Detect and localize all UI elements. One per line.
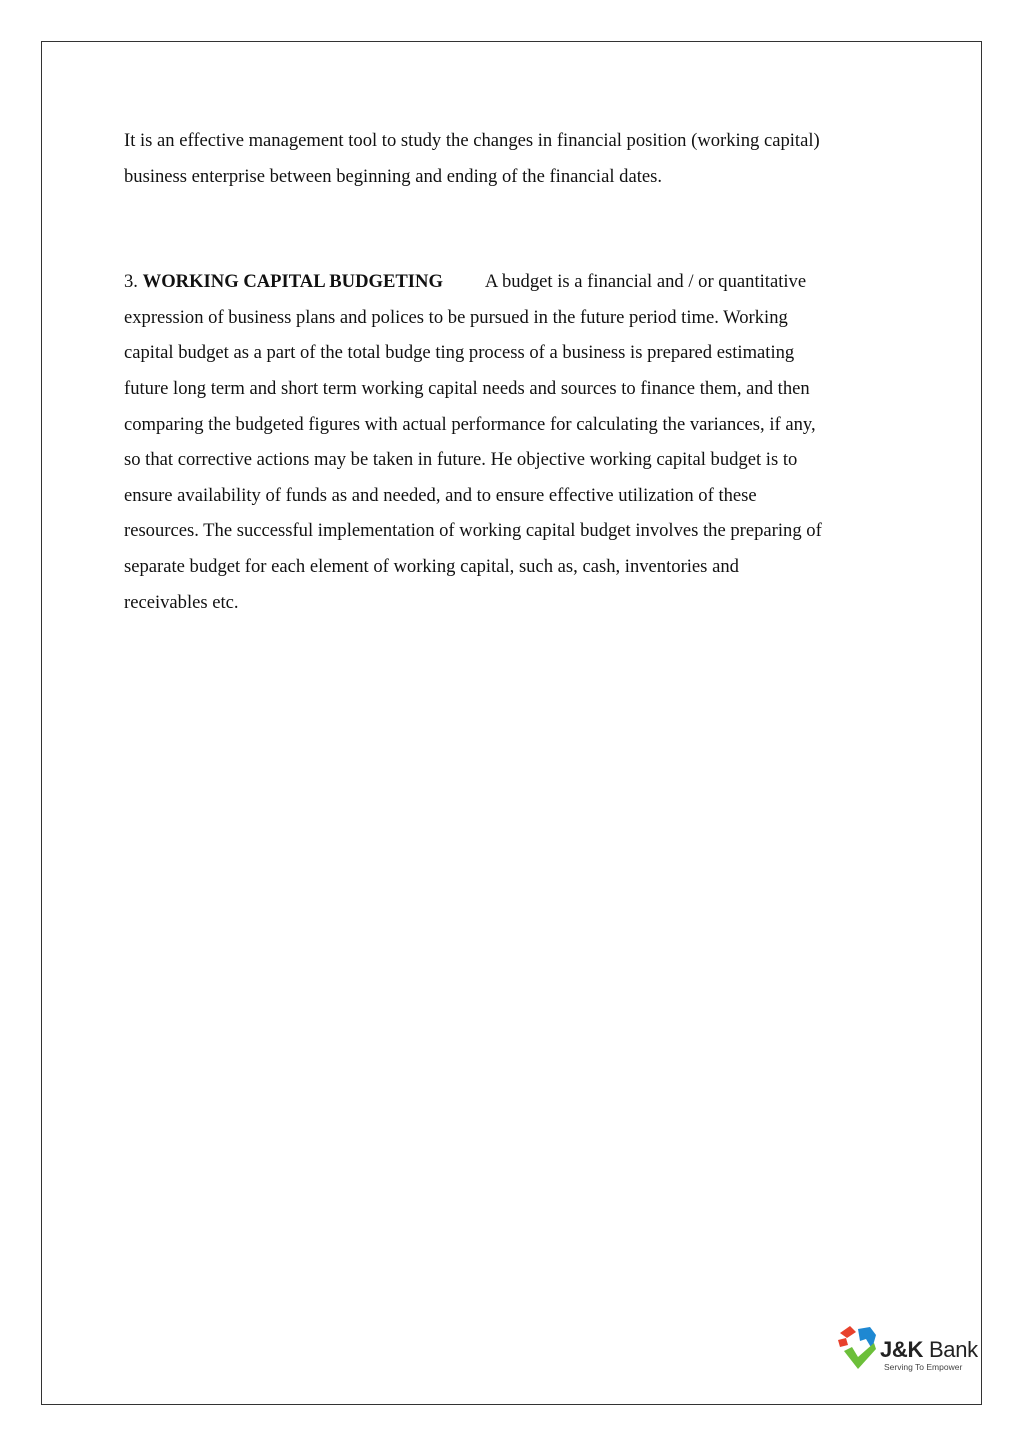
section-title: WORKING CAPITAL BUDGETING bbox=[142, 271, 443, 293]
logo-tagline: Serving To Empower bbox=[884, 1362, 963, 1372]
section-line-8: resources. The successful implementation of working capital budget involves the preparing of bbox=[124, 520, 822, 542]
paragraph-spacer bbox=[124, 194, 914, 264]
section-line-4: future long term and short term working capital needs and sources to finance them, and then bbox=[124, 377, 810, 399]
jk-bank-mark-icon bbox=[836, 1325, 886, 1373]
section-paragraph bbox=[124, 264, 914, 620]
section-line-10: receivables etc. bbox=[124, 591, 239, 613]
section-first-line-text: A budget is a financial and / or quantitative bbox=[484, 271, 807, 293]
intro-line-2: business enterprise between beginning and ending of the financial dates. bbox=[124, 165, 663, 187]
logo-name bbox=[880, 1338, 978, 1362]
intro-paragraph bbox=[124, 123, 914, 194]
logo-red-shape bbox=[840, 1326, 856, 1338]
logo-green-shape bbox=[844, 1343, 876, 1369]
jk-bank-logo bbox=[836, 1325, 986, 1377]
section-line-9: separate budget for each element of working capital, such as, cash, inventories and bbox=[124, 555, 739, 577]
logo-name-bold: J&K bbox=[880, 1337, 924, 1362]
logo-red-shape-2 bbox=[838, 1338, 848, 1347]
section-line-7: ensure availability of funds as and needed, and to ensure effective utilization of these bbox=[124, 484, 757, 506]
document-body bbox=[124, 123, 914, 620]
section-line-6: so that corrective actions may be taken in future. He objective working capital budget is to bbox=[124, 449, 798, 471]
section-line-3: capital budget as a part of the total budge ting process of a business is prepared estimating bbox=[124, 342, 795, 364]
section-heading-line bbox=[124, 264, 914, 300]
section-line-2: expression of business plans and polices to be pursued in the future period time. Working bbox=[124, 306, 788, 328]
logo-name-regular: Bank bbox=[928, 1337, 978, 1362]
intro-line-1: It is an effective management tool to study the changes in financial position (working capital) bbox=[124, 130, 820, 151]
section-line-5: comparing the budgeted figures with actual performance for calculating the variances, if any, bbox=[124, 413, 816, 435]
section-number: 3. bbox=[124, 271, 138, 293]
